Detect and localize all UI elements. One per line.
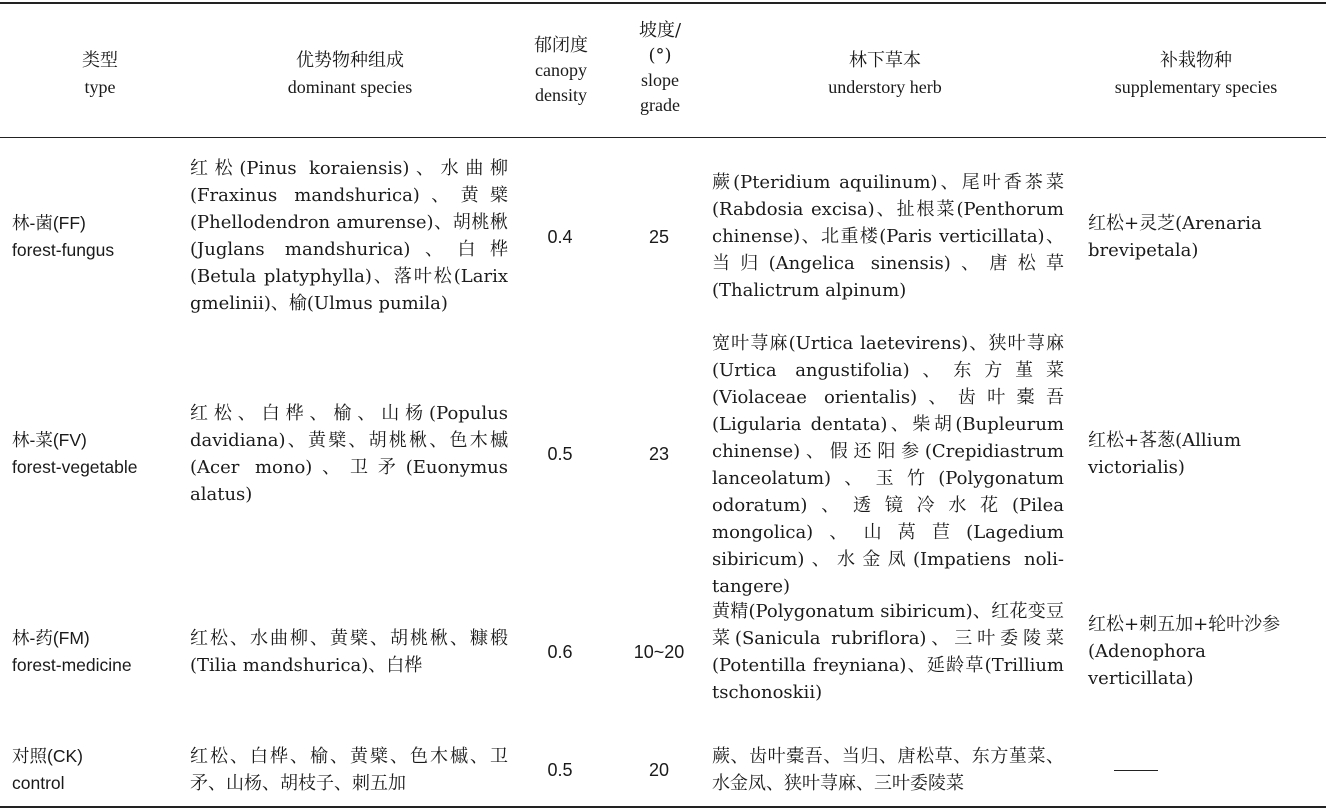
cell-dominant-species: 红松、水曲柳、黄檗、胡桃楸、糠椴(Tilia mandshurica)、白桦 xyxy=(190,628,508,676)
type-en: forest-medicine xyxy=(12,655,132,675)
type-en: forest-vegetable xyxy=(12,457,138,477)
cell-dominant-species: 红松(Pinus koraiensis)、水曲柳(Fraxinus mandshurica)、黄檗(Phellodendron amurense)、胡桃楸(Juglans mandshurica)、白桦(Betula platyphylla)、落叶松(Larix gmelinii)、榆(Ulmus pumila) xyxy=(190,158,508,314)
cell-canopy: 0.4 xyxy=(547,227,573,247)
header-supp-en: supplementary species xyxy=(1114,77,1278,97)
cell-dominant-species: 红松、白桦、榆、黄檗、色木槭、卫矛、山杨、胡枝子、刺五加 xyxy=(190,746,508,794)
header-herb-en: understory herb xyxy=(828,77,942,97)
cell-slope: 25 xyxy=(648,227,670,247)
header-slope-zh: 坡度/ xyxy=(638,20,682,41)
header-type-en: type xyxy=(84,77,116,97)
cell-type xyxy=(12,743,162,797)
cell-type xyxy=(12,625,162,679)
header-slope-en2: grade xyxy=(640,95,680,115)
cell-herb: 宽叶荨麻(Urtica laetevirens)、狭叶荨麻(Urtica angustifolia)、东方堇菜(Violaceae orientalis)、齿叶橐吾(Ligularia dentata)、柴胡(Bupleurum chinense)、假还阳参(Crepidiastrum lanceolatum)、玉竹(Polygonatum odoratum)、透镜冷水花(Pilea mongolica)、山莴苣(Lagedium sibiricum)、水金凤(Impatiens noli-tangere) xyxy=(712,333,1064,597)
header-type xyxy=(20,48,180,100)
header-slope-en1: slope xyxy=(641,70,679,90)
cell-supplementary: 红松+茖葱(Allium victorialis) xyxy=(1088,430,1242,478)
header-dominant xyxy=(230,48,470,100)
header-canopy xyxy=(515,33,607,108)
cell-dominant-species: 红松、白桦、榆、山杨(Populus davidiana)、黄檗、胡桃楸、色木槭(Acer mono)、卫矛(Euonymus alatus) xyxy=(190,403,508,505)
header-supplementary xyxy=(1086,48,1306,100)
cell-type xyxy=(12,427,162,481)
table-bottom-rule xyxy=(0,806,1326,808)
cell-supplementary: 红松+灵芝(Arenaria brevipetala) xyxy=(1088,213,1262,261)
header-herb-zh: 林下草本 xyxy=(849,50,921,71)
type-zh: 林-菜(FV) xyxy=(12,430,87,450)
table-header-rule xyxy=(0,137,1326,138)
header-dominant-zh: 优势物种组成 xyxy=(296,50,404,71)
cell-type xyxy=(12,210,162,264)
type-zh: 对照(CK) xyxy=(12,746,83,766)
cell-canopy: 0.6 xyxy=(547,642,573,662)
cell-herb: 蕨(Pteridium aquilinum)、尾叶香茶菜(Rabdosia excisa)、扯根菜(Penthorum chinense)、北重楼(Paris verticillata)、当归(Angelica sinensis)、唐松草(Thalictrum alpinum) xyxy=(712,172,1064,301)
header-canopy-zh: 郁闭度 xyxy=(534,35,588,56)
cell-supplementary: 红松+刺五加+轮叶沙参(Adenophora verticillata) xyxy=(1088,614,1281,689)
cell-herb: 蕨、齿叶橐吾、当归、唐松草、东方堇菜、水金凤、狭叶荨麻、三叶委陵菜 xyxy=(712,746,1064,794)
header-supp-zh: 补栽物种 xyxy=(1160,50,1232,71)
header-canopy-en2: density xyxy=(535,85,587,105)
cell-slope: 23 xyxy=(648,444,670,464)
header-type-zh: 类型 xyxy=(82,50,118,71)
empty-dash xyxy=(1114,770,1158,771)
cell-slope: 20 xyxy=(648,760,670,780)
type-zh: 林-菌(FF) xyxy=(12,213,86,233)
cell-canopy: 0.5 xyxy=(547,444,573,464)
type-en: control xyxy=(12,773,65,793)
header-slope-unit: (°) xyxy=(648,45,672,66)
header-dominant-en: dominant species xyxy=(287,77,413,97)
type-en: forest-fungus xyxy=(12,240,115,260)
type-zh: 林-药(FM) xyxy=(12,628,90,648)
table-top-rule xyxy=(0,2,1326,4)
cell-herb: 黄精(Polygonatum sibiricum)、红花变豆菜(Sanicula rubriflora)、三叶委陵菜(Potentilla freyniana)、延龄草(Trillium tschonoskii) xyxy=(712,601,1064,703)
header-slope xyxy=(612,18,708,118)
cell-canopy: 0.5 xyxy=(547,760,573,780)
header-herb xyxy=(770,48,1000,100)
cell-slope: 10~20 xyxy=(633,642,685,662)
header-canopy-en1: canopy xyxy=(535,60,587,80)
